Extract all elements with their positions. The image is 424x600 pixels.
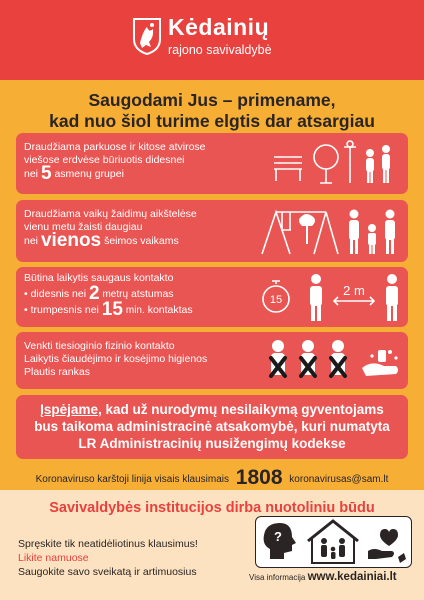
rule-1-line-1: Draudžiama parkuose ir kitose atvirose <box>24 141 206 153</box>
rule-1-number: 5 <box>40 163 52 184</box>
logo-name: Kėdainių <box>168 14 270 40</box>
rule-2-line-1: Draudžiama vaikų žaidimų aikštelėse <box>24 208 197 220</box>
headline-line-2: kad nuo šiol turime elgtis dar atsargiau <box>49 111 375 131</box>
info-label: Visa informacija <box>249 573 306 582</box>
municipality-logo[interactable] <box>132 14 292 70</box>
rule-2-line-2: vienu metu žaisti daugiau <box>24 221 143 233</box>
rule-panel-distance <box>16 267 408 327</box>
warning-line-2: bus taikoma administracinė atsakomybė, kuri numatyta <box>34 419 390 434</box>
rule-4-line-1: Venkti tiesioginio fizinio kontakto <box>24 340 175 352</box>
rule-3-distance-number: 2 <box>88 283 100 304</box>
headline-line-1: Saugodami Jus – primename, <box>88 90 336 110</box>
svg-text:?: ? <box>274 529 282 544</box>
rule-3-bullet-1-prefix: • didesnis nei <box>24 288 87 300</box>
info-line <box>249 571 397 583</box>
hygiene-icon <box>262 336 404 386</box>
rule-2-prefix: nei <box>24 235 39 247</box>
advice-line-1: Spręskite tik neatidėliotinus klausimus! <box>18 538 198 550</box>
rule-3-bullet-2-suffix: kontaktas <box>147 304 193 316</box>
hotline-text: Koronaviruso karštoji linija visais klausimais <box>35 474 230 485</box>
footer-icons <box>256 517 411 567</box>
legal-warning-panel <box>16 395 408 459</box>
rule-1-suffix: asmenų grupei <box>54 168 124 180</box>
logo-subtitle: rajono savivaldybė <box>168 43 272 57</box>
timer-label: 15 <box>269 294 283 306</box>
head-question-icon <box>264 523 296 559</box>
hotline-number[interactable]: 1808 <box>235 466 283 489</box>
rule-3-bullet-2-prefix: • trumpesnis nei <box>24 304 99 316</box>
coat-of-arms-icon <box>132 17 162 55</box>
rule-4-line-2: Laikytis čiaudėjimo ir kosėjimo higienos <box>24 353 208 365</box>
rule-3-bullet-1-suffix: atstumas <box>130 288 174 300</box>
header-band <box>0 0 424 80</box>
remote-work-title: Savivaldybės institucijos dirba nuotoliniu būdu <box>49 500 375 516</box>
rule-3-distance-unit: metrų <box>102 289 129 300</box>
rule-3-line-1: Būtina laikytis saugaus kontakto <box>24 272 174 284</box>
advice-line-2: Likite namuose <box>18 552 89 564</box>
advice-line-3: Saugokite savo sveikatą ir artimuosius <box>18 566 197 578</box>
rule-panel-playgrounds <box>16 200 408 262</box>
advice-list <box>18 537 198 579</box>
warning-line-1: , kad už nurodymų nesilaikymą gyventojams <box>97 402 384 417</box>
warning-keyword: Įspėjame <box>40 402 98 417</box>
rule-2-word: vienos <box>40 230 102 251</box>
rule-2-suffix: šeimos vaikams <box>104 235 179 247</box>
rule-4-line-3: Plautis rankas <box>24 366 90 378</box>
rule-panel-hygiene <box>16 332 408 389</box>
rule-1-line-2: viešose erdvėse būriuotis didesnei <box>24 154 185 166</box>
playground-family-icon <box>256 204 404 258</box>
hotline-email[interactable]: koronavirusas@sam.lt <box>289 474 389 485</box>
rule-3-time-unit: min. <box>125 305 145 316</box>
family-home-icon <box>308 521 358 563</box>
distance-timer-icon <box>258 271 404 323</box>
hands-heart-icon <box>368 529 406 563</box>
rule-3-time-number: 15 <box>101 299 123 320</box>
rule-1-prefix: nei <box>24 168 39 180</box>
footer-icon-box <box>255 516 412 568</box>
website-link[interactable]: www.kedainiai.lt <box>307 571 397 583</box>
headline <box>0 90 424 132</box>
distance-label: 2 m <box>343 283 365 298</box>
park-bench-tree-icon <box>264 139 400 189</box>
hotline <box>0 466 424 490</box>
warning-line-3: LR Administracinių nusižengimų kodekse <box>78 436 346 451</box>
rule-panel-gatherings <box>16 133 408 194</box>
